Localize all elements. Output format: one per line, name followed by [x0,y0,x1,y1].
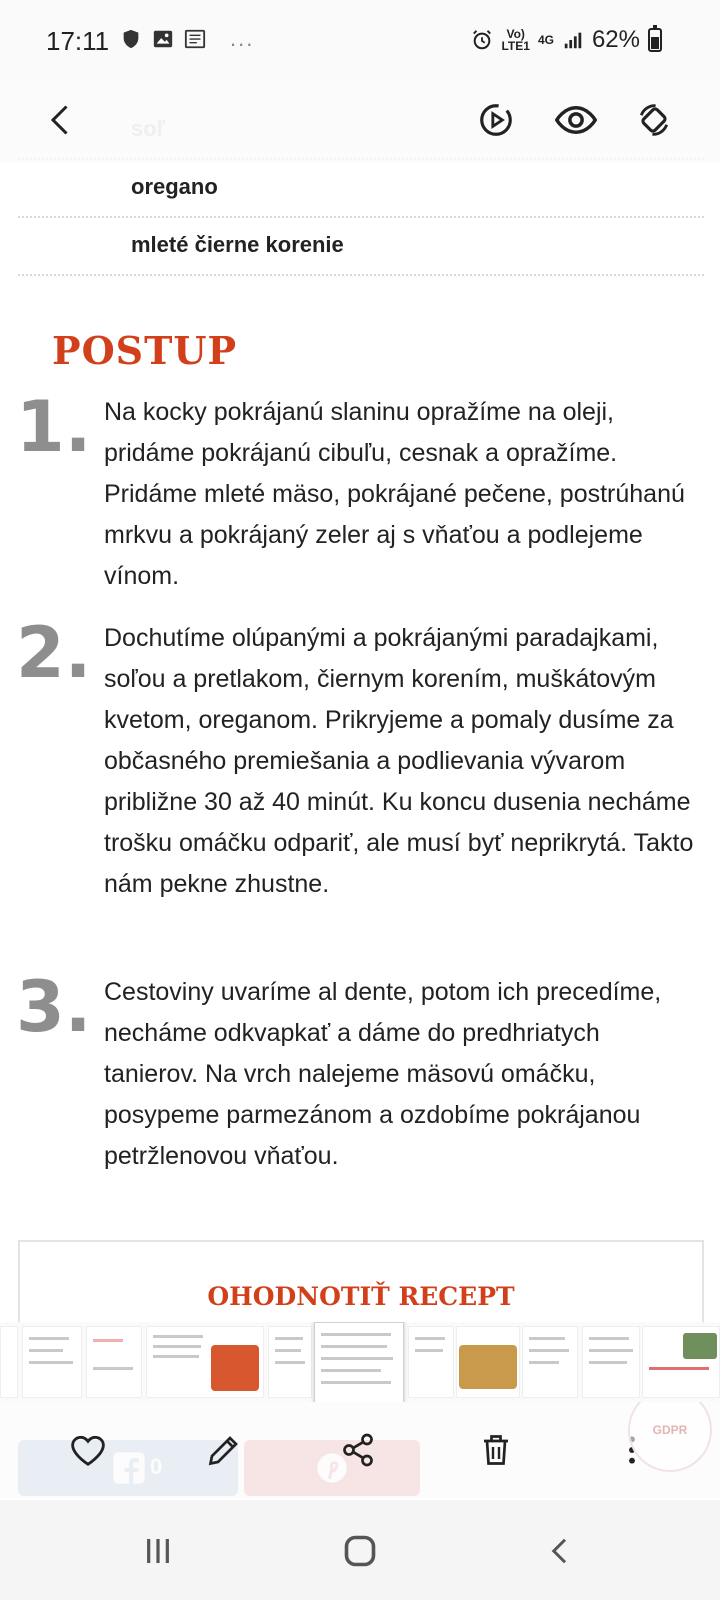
thumbnail-strip[interactable] [0,1322,720,1402]
battery-percent: 62% [591,26,640,53]
step-number: 1. [16,386,92,468]
heart-icon [69,1431,107,1469]
more-notifications-indicator: ... [230,26,255,51]
eye-icon [555,99,597,141]
status-bar [0,0,720,80]
back-button[interactable] [34,92,90,148]
thumbnail[interactable] [268,1326,312,1398]
status-right [471,26,662,54]
thumbnail[interactable] [22,1326,82,1398]
thumbnail[interactable] [146,1326,264,1398]
signal-icon [562,29,584,51]
delete-button[interactable] [470,1424,522,1476]
thumbnail-image [211,1345,259,1391]
rotate-icon [635,101,673,139]
pencil-icon [206,1432,242,1468]
share-icon [340,1432,376,1468]
step-number: 2. [16,612,92,694]
back-icon [545,1533,575,1569]
nav-back-button[interactable] [530,1524,590,1578]
ingredient-name: mleté čierne korenie [131,232,344,257]
gallery-icon [152,28,174,50]
step-text: Dochutíme olúpanými a pokrájanými paradajkami, soľou a pretlakom, čiernym korením, muškátovým kvetom, oreganom. Prikryjeme a pomaly dusíme za občasného premiešania a podlievania vývarom približne 30 až 40 minút. Ku koncu dusenia necháme trošku omáčku odpariť, ale musí byť neprikrytá. Takto nám pekne zhustne. [104,624,694,898]
system-nav-bar [0,1500,720,1600]
gdpr-label: GDPR [652,1423,688,1437]
recents-icon [142,1535,174,1567]
thumbnail-current[interactable] [314,1322,404,1402]
share-button[interactable] [332,1424,384,1476]
thumbnail[interactable] [522,1326,578,1398]
thumbnail[interactable] [408,1326,454,1398]
battery-icon [648,28,662,52]
favorite-button[interactable] [62,1424,114,1476]
network-gen: 4G [537,33,554,47]
thumbnail[interactable] [0,1326,18,1398]
thumbnail[interactable] [642,1326,720,1398]
gallery-action-bar [0,1402,720,1498]
status-time: 17:11 [46,26,110,56]
section-title: POSTUP [52,328,238,373]
thumbnail[interactable] [86,1326,142,1398]
alarm-icon [471,29,493,51]
viewer-toolbar [0,80,720,162]
home-icon [342,1533,378,1569]
thumbnail[interactable] [456,1326,520,1398]
motion-photo-icon [477,101,515,139]
trash-icon [478,1432,514,1468]
step-text: Cestoviny uvaríme al dente, potom ich precedíme, necháme odkvapkať a dáme do predhriatych tanierov. Na vrch nalejeme mäsovú omáčku, posypeme parmezánom a ozdobíme pokrájanou petržlenovou vňaťou. [104,978,662,1170]
thumbnail-image [459,1345,517,1389]
step-number: 3. [16,966,92,1048]
network-label: Vo) LTE1 [501,27,530,53]
edit-button[interactable] [198,1424,250,1476]
motion-photo-button[interactable] [468,92,524,148]
rotate-button[interactable] [626,92,682,148]
ingredient-row [18,218,704,276]
step-text: Na kocky pokrájanú slaninu opražíme na oleji, pridáme pokrájanú cibuľu, cesnak a opražíme. Pridáme mleté mäso, pokrájané pečene, postrúhanú mrkvu a pokrájaný zeler aj s vňaťou a podlejeme vínom. [104,398,685,590]
ingredient-name: oregano [131,174,218,199]
shield-icon [120,28,142,50]
home-button[interactable] [330,1524,390,1578]
thumbnail-image [683,1333,717,1359]
thumbnail[interactable] [582,1326,640,1398]
rating-title[interactable]: OHODNOTIŤ RECEPT [207,1282,515,1311]
view-button[interactable] [548,92,604,148]
notification-icons [120,28,206,50]
screenshot-icon [184,28,206,50]
chevron-left-icon [44,102,80,138]
ingredient-row [18,160,704,218]
recents-button[interactable] [128,1524,188,1578]
